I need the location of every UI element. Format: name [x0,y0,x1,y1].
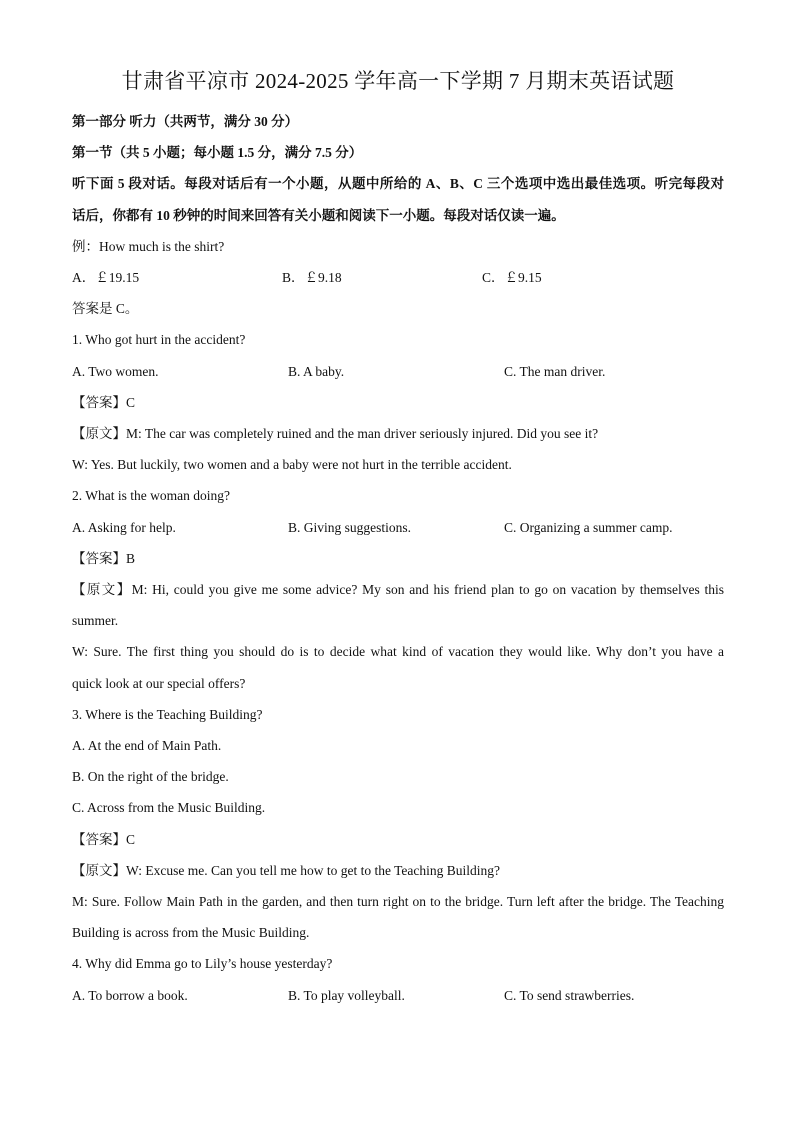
instructions-line-1: 听下面 5 段对话。每段对话后有一个小题，从题中所给的 A、B、C 三个选项中选出最佳选项。听完每段对 [72,176,724,192]
q1-option-b: B. A baby. [288,363,345,379]
example-question: 例：How much is the shirt? [72,238,225,254]
part-heading: 第一部分 听力（共两节，满分 30 分） [72,114,299,129]
question-2: 2. What is the woman doing? [72,488,230,504]
question-2-options [72,512,724,543]
q3-option-b: B. On the right of the bridge. [72,769,229,785]
page-title: 甘肃省平凉市 2024-2025 学年高一下学期 7 月期末英语试题 [121,69,675,93]
q2-transcript-line-2: W: Sure. The first thing you should do is to decide what kind of vacation they would like. Why don’t you have a [72,644,724,660]
q4-option-a: A. To borrow a book. [72,987,188,1003]
q1-transcript-line-1: 【原文】M: The car was completely ruined and the man driver seriously injured. Did you see it? [72,426,599,442]
q3-transcript-line-1: 【原文】W: Excuse me. Can you tell me how to get to the Teaching Building? [72,862,500,878]
q2-option-a: A. Asking for help. [72,519,176,535]
document-page [72,64,724,1011]
q3-option-c: C. Across from the Music Building. [72,800,266,816]
q2-transcript-line-1: 【原文】M: Hi, could you give me some advice? My son and his friend plan to go on vacation by themselves this [72,582,724,598]
instructions-line-2: 话后，你都有 10 秒钟的时间来回答有关小题和阅读下一小题。每段对话仅读一遍。 [72,207,565,223]
section-heading: 第一节（共 5 小题；每小题 1.5 分，满分 7.5 分） [72,145,363,161]
q3-option-a: A. At the end of Main Path. [72,738,222,754]
q2-answer: 【答案】B [72,550,136,566]
q2-transcript-line-2-cont: quick look at our special offers? [72,675,246,691]
q2-option-c: C. Organizing a summer camp. [504,519,673,535]
q2-option-b: B. Giving suggestions. [288,519,412,535]
question-3: 3. Where is the Teaching Building? [72,706,263,722]
q3-transcript-line-2: M: Sure. Follow Main Path in the garden, and then turn right on to the bridge. Turn left after the bridge. The Teaching [72,894,724,910]
q1-option-c: C. The man driver. [504,363,606,379]
q2-transcript-line-1-cont: summer. [72,613,119,629]
q3-answer: 【答案】C [72,831,136,847]
example-options [72,262,724,293]
q1-answer: 【答案】C [72,394,136,410]
example-option-c: C．￡9.15 [482,270,542,286]
q1-transcript-line-2: W: Yes. But luckily, two women and a baby were not hurt in the terrible accident. [72,457,512,473]
q4-option-c: C. To send strawberries. [504,987,635,1003]
example-answer: 答案是 C。 [72,301,139,317]
question-1: 1. Who got hurt in the accident? [72,332,246,348]
question-4: 4. Why did Emma go to Lily’s house yesterday? [72,956,333,972]
q4-option-b: B. To play volleyball. [288,987,405,1003]
question-4-options [72,980,724,1011]
q1-option-a: A. Two women. [72,363,159,379]
example-option-b: B．￡9.18 [282,270,342,286]
question-1-options [72,356,724,387]
example-option-a: A．￡19.15 [72,270,140,286]
q3-transcript-line-2-cont: Building is across from the Music Building. [72,925,310,941]
